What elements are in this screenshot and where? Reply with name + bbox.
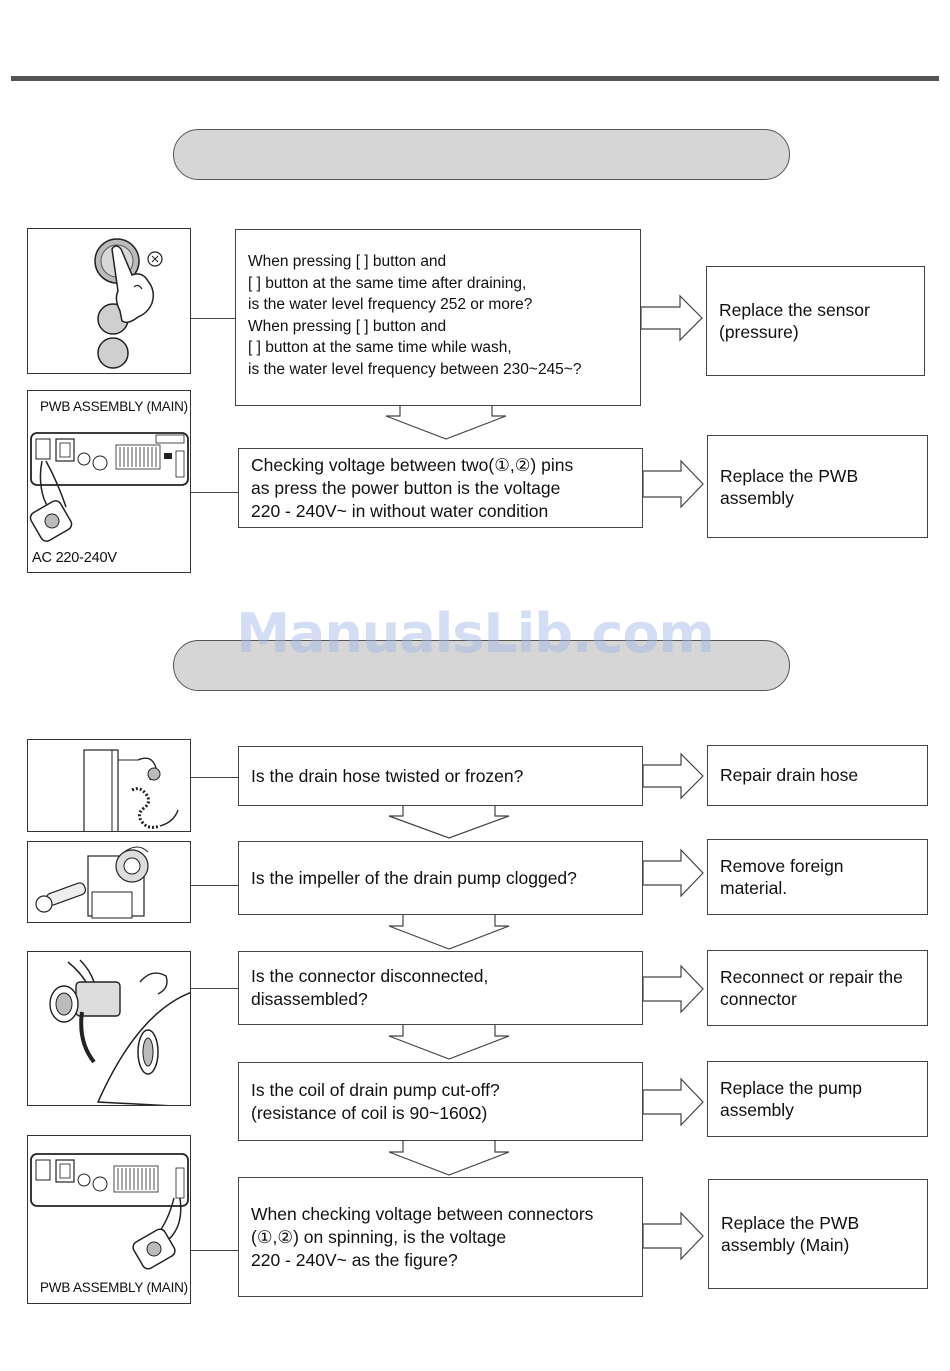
pwb-assembly-caption-2: PWB ASSEMBLY (MAIN) <box>40 1280 188 1295</box>
step-text: Checking voltage between two(①,②) pins as press the power button is the voltage 220 - 240V~ in without water condition <box>251 454 574 521</box>
step-text: Is the connector disconnected, disassembled? <box>251 966 489 1009</box>
result-text: Reconnect or repair the connector <box>720 967 903 1009</box>
step-text: Is the impeller of the drain pump clogged? <box>251 867 577 888</box>
down-arrow <box>389 915 509 949</box>
ac-voltage-caption: AC 220-240V <box>32 550 117 566</box>
result-text: Replace the PWB assembly (Main) <box>721 1213 860 1255</box>
pwb-assembly-caption: PWB ASSEMBLY (MAIN) <box>40 399 188 414</box>
step-text: Is the drain hose twisted or frozen? <box>251 765 524 786</box>
step-text: When checking voltage between connectors (①,②) on spinning, is the voltage 220 - 240V~ as the figure? <box>251 1203 594 1270</box>
down-arrow <box>389 1141 509 1175</box>
result-text: Replace the PWB assembly <box>720 465 859 508</box>
right-arrow <box>643 966 703 1012</box>
result-text: Remove foreign material. <box>720 856 844 898</box>
step-text: Is the coil of drain pump cut-off? (resistance of coil is 90~160Ω) <box>251 1079 500 1123</box>
result-text: Repair drain hose <box>720 765 859 785</box>
right-arrow <box>643 1079 703 1125</box>
down-arrow <box>389 806 509 838</box>
right-arrow <box>643 754 703 798</box>
step-text: When pressing [ ] button and [ ] button at the same time after draining, is the water level frequency 252 or more? When pressing [ ] button and [ ] button at the same time while wash, is the water level frequency between 230~245~? <box>248 253 582 378</box>
right-arrow <box>643 850 703 896</box>
result-text: Replace the sensor (pressure) <box>719 300 870 342</box>
watermark: ManualsLib.com <box>236 602 714 665</box>
right-arrow <box>643 461 703 507</box>
down-arrow <box>389 1025 509 1059</box>
right-arrow <box>641 296 702 340</box>
right-arrow <box>643 1213 703 1259</box>
result-text: Replace the pump assembly <box>720 1078 863 1120</box>
down-arrow <box>386 406 506 439</box>
